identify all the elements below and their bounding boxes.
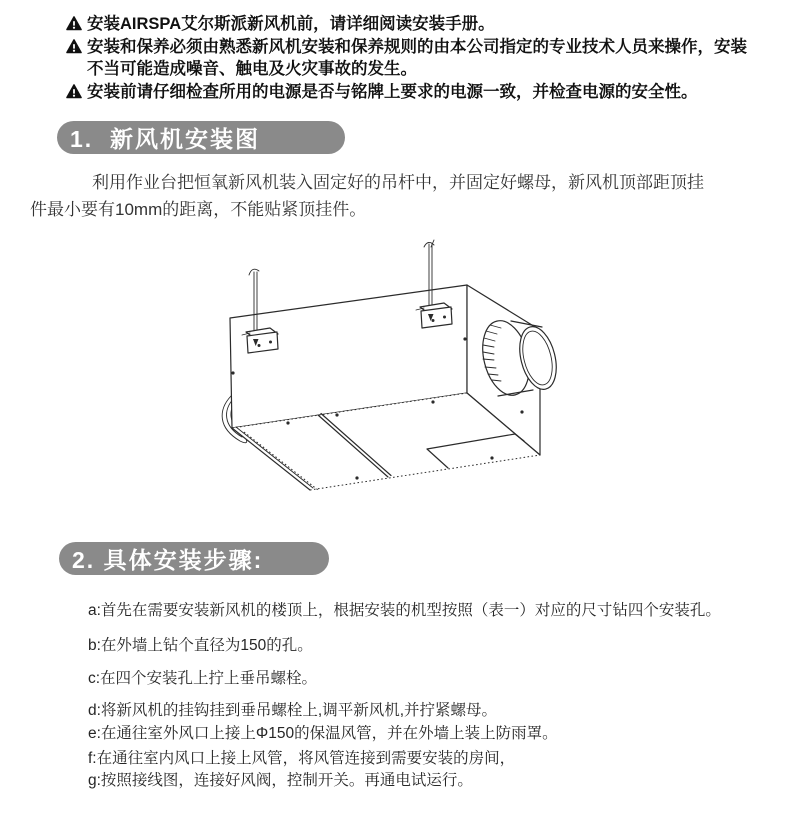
step-e: e:在通往室外风口上接上Φ150的保温风管，并在外墙上装上防雨罩。 xyxy=(88,725,558,742)
paragraph-line: 件最小要有10mm的距离，不能贴紧顶挂件。 xyxy=(30,200,367,219)
step-f: f:在通往室内风口上接上风管，将风管连接到需要安装的房间， xyxy=(88,750,516,767)
step-g: g:按照接线图，连接好风阀，控制开关。再通电试运行。 xyxy=(88,772,473,789)
warning-text: 安装前请仔细检查所用的电源是否与铭牌上要求的电源一致，并检查电源的安全性。 xyxy=(87,82,698,101)
warning-text: 安装和保养必须由熟悉新风机安装和保养规则的由本公司指定的专业技术人员来操作，安装 xyxy=(87,37,747,56)
warning-text: 安装AIRSPA艾尔斯派新风机前，请详细阅读安装手册。 xyxy=(87,15,495,33)
step-a: a:首先在需要安装新风机的楼顶上，根据安装的机型按照（表一）对应的尺寸钻四个安装孔。 xyxy=(88,602,721,619)
step-d: d:将新风机的挂钩挂到垂吊螺栓上,调平新风机,并拧紧螺母。 xyxy=(88,702,498,719)
step-b: b:在外墙上钻个直径为150的孔。 xyxy=(88,637,313,654)
step-c: c:在四个安装孔上拧上垂吊螺栓。 xyxy=(88,670,318,687)
warning-text: 不当可能造成噪音、触电及火灾事故的发生。 xyxy=(87,60,417,78)
paragraph-line: 利用作业台把恒氧新风机装入固定好的吊杆中，并固定好螺母，新风机顶部距顶挂 xyxy=(92,173,704,192)
section-2-title: 2. 具体安装步骤: xyxy=(72,547,264,573)
section-1-title: 1. 新风机安装图 xyxy=(70,126,260,152)
